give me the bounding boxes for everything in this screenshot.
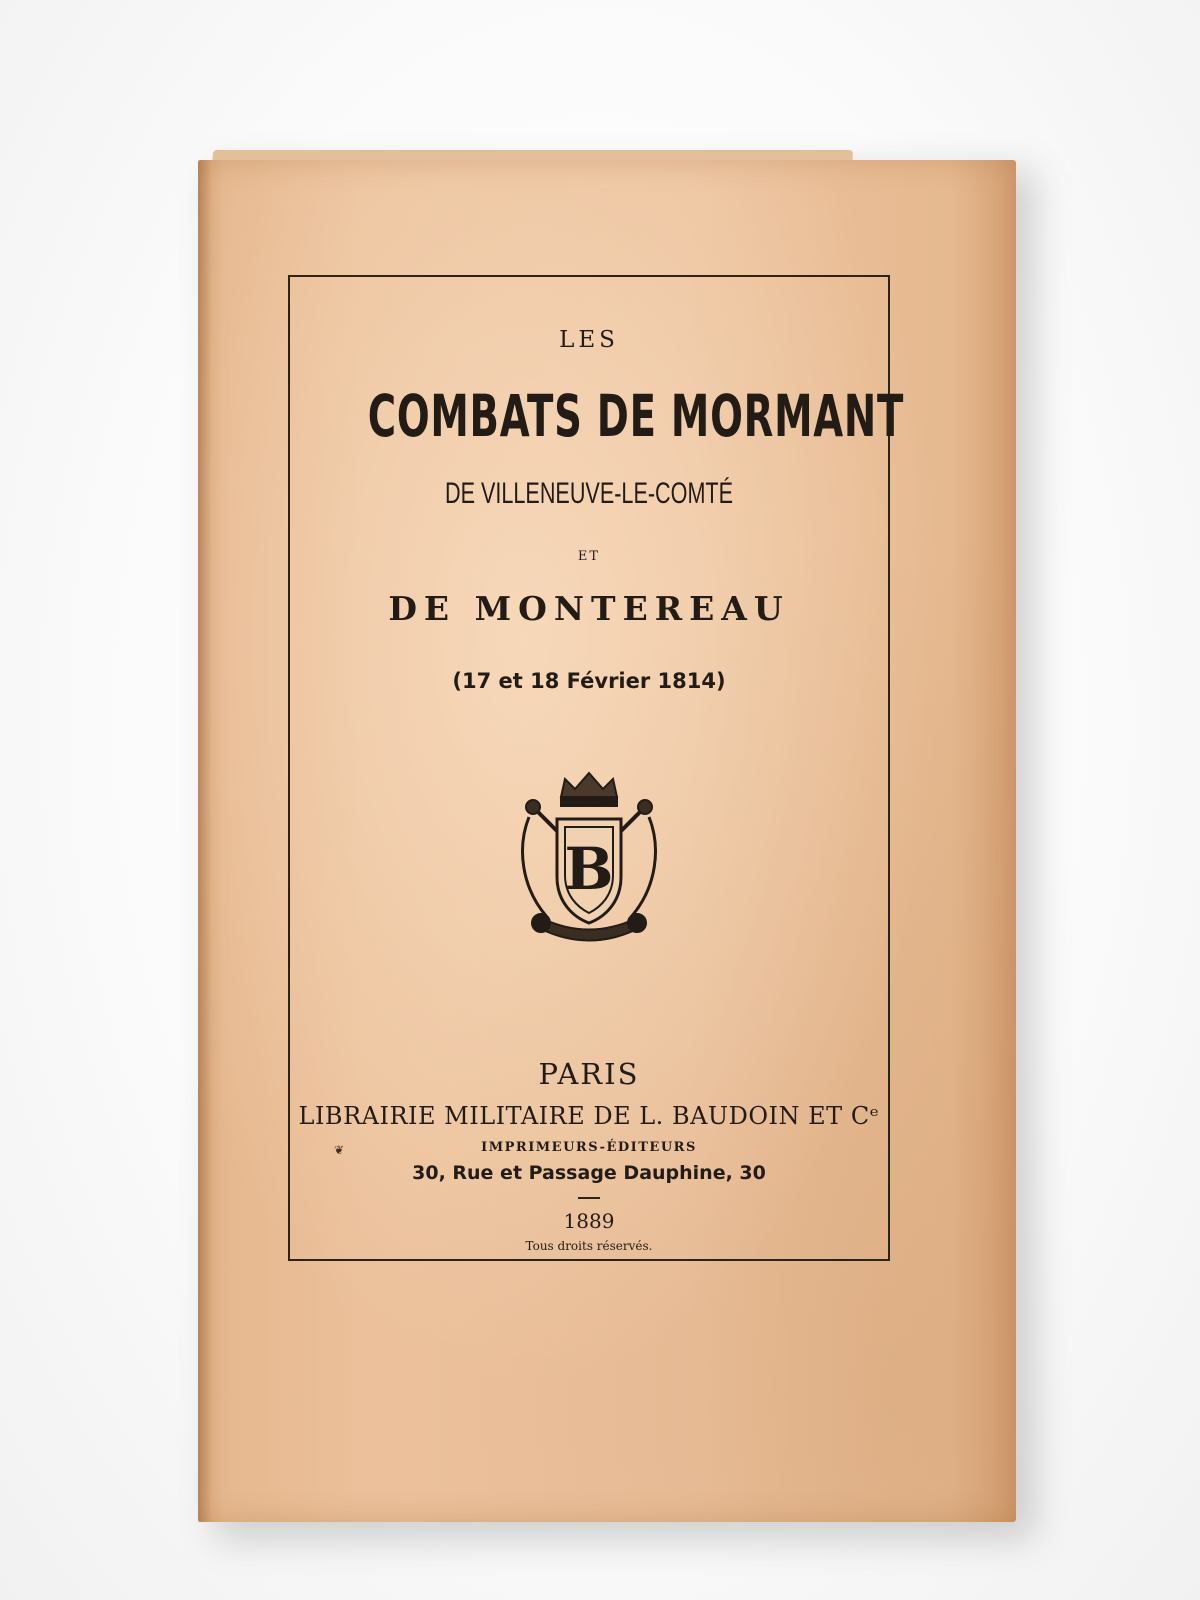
rights-notice: Tous droits réservés. [525, 1239, 653, 1253]
title-article: LES [559, 327, 619, 353]
subtitle: DE VILLENEUVE-LE-COMTÉ [444, 477, 734, 510]
city: PARIS [538, 1057, 640, 1091]
main-title: COMBATS DE MORMANT [367, 382, 905, 450]
conjunction: ET [577, 549, 601, 564]
book-cover [198, 160, 1016, 1522]
year: 1889 [563, 1209, 615, 1233]
place-title: DE MONTEREAU [388, 589, 790, 628]
publisher-crest-icon [499, 767, 679, 947]
publisher: LIBRAIRIE MILITAIRE DE L. BAUDOIN ET Cᵉ [298, 1102, 880, 1130]
dates: (17 et 18 Février 1814) [452, 669, 726, 693]
publisher-role: IMPRIMEURS-ÉDITEURS [481, 1140, 697, 1155]
divider [578, 1197, 600, 1199]
svg-text:B: B [564, 835, 614, 903]
address: 30, Rue et Passage Dauphine, 30 [412, 1162, 766, 1184]
title-frame [288, 275, 905, 1261]
printer-mark-icon: ❦ [334, 1143, 345, 1157]
